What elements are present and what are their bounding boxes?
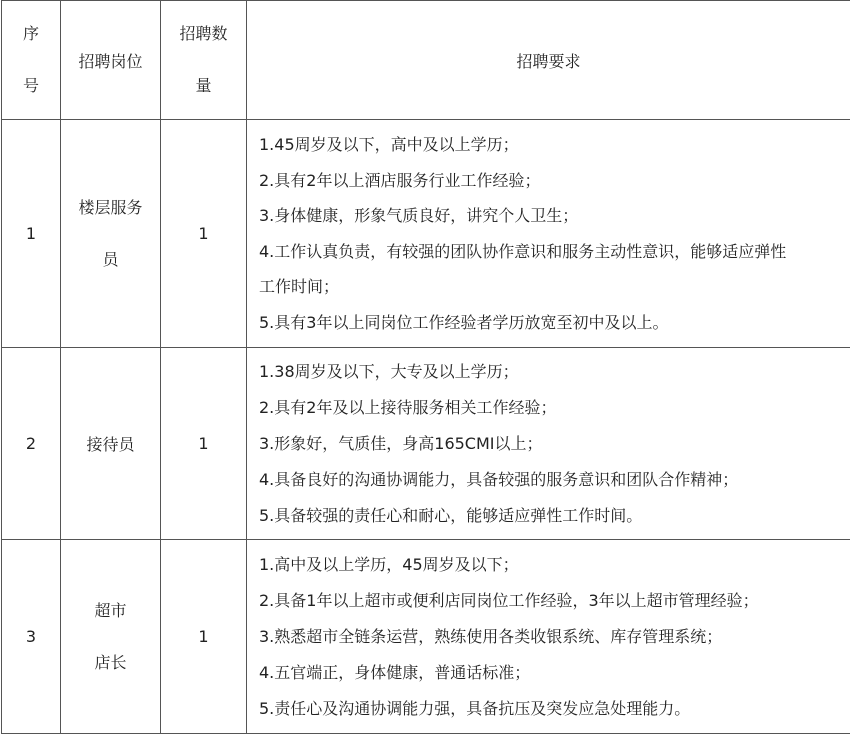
header-requirements: [247, 1, 850, 120]
requirement-line: 2.具有2年以上酒店服务行业工作经验；: [259, 170, 541, 190]
row-requirements: [247, 348, 850, 540]
row-seq: [2, 120, 61, 348]
row-position-line: 接待员: [86, 435, 135, 454]
header-position: [61, 1, 161, 120]
row-seq-value: 1: [25, 224, 37, 243]
row-position-line: 超市: [94, 600, 127, 620]
row-position: [61, 348, 161, 540]
row-position: [61, 540, 161, 734]
requirement-line: 1.高中及以上学历，45周岁及以下；: [259, 554, 519, 574]
table-row: [2, 540, 850, 734]
requirement-line: 3.形象好，气质佳，身高165CMI以上；: [259, 433, 543, 453]
requirement-line: 2.具备1年以上超市或便利店同岗位工作经验，3年以上超市管理经验；: [259, 590, 759, 610]
row-count-value: 1: [198, 224, 209, 243]
row-seq: [2, 540, 61, 734]
row-seq-value: 3: [25, 627, 37, 646]
table-row: [2, 348, 850, 540]
recruitment-table: [1, 0, 850, 734]
header-requirements-label: 招聘要求: [516, 51, 581, 71]
row-seq-value: 2: [25, 434, 37, 453]
row-count: [161, 540, 247, 734]
header-seq-line: 号: [22, 76, 39, 95]
header-seq: [2, 1, 61, 120]
requirement-line: 工作时间；: [259, 277, 340, 296]
table-header-row: [2, 1, 850, 120]
header-count-line: 招聘数: [179, 24, 228, 43]
header-position-label: 招聘岗位: [78, 51, 143, 71]
header-count-line: 量: [195, 76, 212, 95]
row-count: [161, 120, 247, 348]
table-row: [2, 120, 850, 348]
header-count: [161, 1, 247, 120]
requirement-line: 5.责任心及沟通协调能力强，具备抗压及突发应急处理能力。: [259, 698, 691, 718]
row-count-value: 1: [198, 434, 209, 453]
row-requirements: [247, 540, 850, 734]
row-requirements: [247, 120, 850, 348]
row-position: [61, 120, 161, 348]
row-count-value: 1: [198, 627, 209, 646]
requirement-line: 4.五官端正，身体健康，普通话标准；: [259, 662, 531, 682]
requirement-line: 3.身体健康，形象气质良好，讲究个人卫生；: [259, 206, 579, 225]
requirement-line: 2.具有2年及以上接待服务相关工作经验；: [259, 397, 557, 417]
row-position-line: 店长: [94, 652, 127, 672]
requirement-line: 1.38周岁及以下，大专及以上学历；: [259, 361, 519, 381]
row-position-line: 楼层服务: [78, 197, 143, 217]
row-count: [161, 348, 247, 540]
header-seq-line: 序: [22, 24, 39, 43]
requirement-line: 5.具备较强的责任心和耐心，能够适应弹性工作时间。: [259, 505, 643, 525]
row-position-line: 员: [102, 249, 119, 269]
requirement-line: 5.具有3年以上同岗位工作经验者学历放宽至初中及以上。: [259, 312, 669, 332]
requirement-line: 4.工作认真负责，有较强的团队协作意识和服务主动性意识，能够适应弹性: [259, 241, 787, 261]
requirement-line: 4.具备良好的沟通协调能力，具备较强的服务意识和团队合作精神；: [259, 469, 739, 489]
requirement-line: 3.熟悉超市全链条运营，熟练使用各类收银系统、库存管理系统；: [259, 626, 723, 646]
row-seq: [2, 348, 61, 540]
requirement-line: 1.45周岁及以下，高中及以上学历；: [259, 135, 519, 154]
